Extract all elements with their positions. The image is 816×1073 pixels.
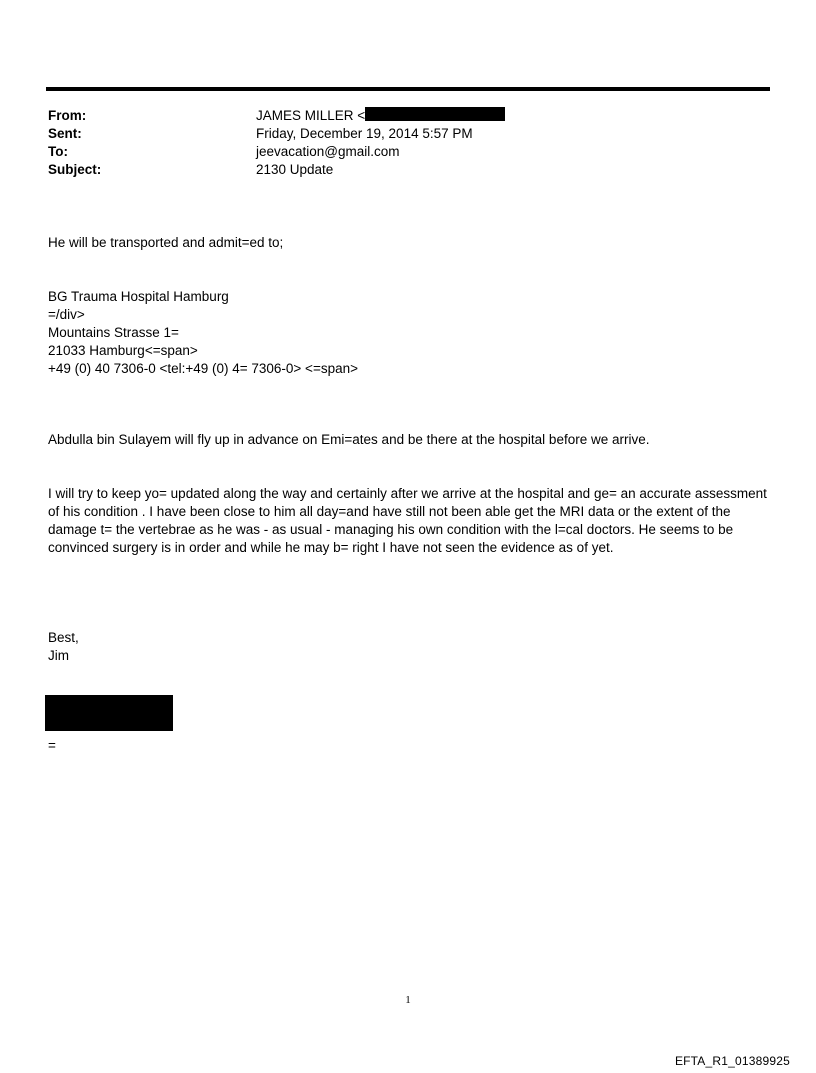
sent-value: Friday, December 19, 2014 5:57 PM	[256, 126, 473, 141]
address-line: +49 (0) 40 7306-0 <tel:+49 (0) 4= 7306-0> <=span>	[48, 361, 358, 376]
from-value	[256, 107, 748, 125]
sent-row	[48, 125, 748, 143]
address-line: BG Trauma Hospital Hamburg	[48, 289, 229, 304]
header-rule	[46, 87, 770, 91]
redaction-block	[45, 695, 173, 731]
from-name: JAMES MILLER <	[256, 108, 366, 123]
body-paragraph-1	[48, 431, 778, 449]
signature-name: Jim	[48, 648, 69, 663]
body-intro	[48, 234, 778, 252]
to-row	[48, 143, 748, 161]
from-row	[48, 107, 748, 125]
address-line: Mountains Strasse 1=	[48, 325, 179, 340]
trailing-text: =	[48, 738, 56, 753]
redaction-bar	[365, 107, 505, 121]
subject-value: 2130 Update	[256, 162, 334, 177]
address-line: 21033 Hamburg<=span>	[48, 343, 198, 358]
address-line: =/div>	[48, 307, 85, 322]
paragraph: Abdulla bin Sulayem will fly up in advance on Emi=ates and be there at the hospital before we arrive.	[48, 432, 650, 447]
paragraph: I will try to keep yo= updated along the way and certainly after we arrive at the hospital and ge= an accurate assessment of his condition . I have been close to him all day=and have still not been able get the MRI data or the extent of the damage t= the vertebrae as he was - as usual - managing his own condition with the l=cal doctors. He seems to be convinced surgery is in order and while he may b= right I have not seen the evidence as of yet.	[48, 486, 767, 555]
to-value: jeevacation@gmail.com	[256, 144, 400, 159]
subject-row	[48, 161, 748, 179]
intro-line: He will be transported and admit=ed to;	[48, 235, 284, 250]
to-label: To:	[48, 144, 68, 159]
document-id: EFTA_R1_01389925	[674, 1054, 790, 1068]
hospital-address	[48, 288, 778, 378]
page-number: 1	[405, 994, 411, 1006]
sent-label: Sent:	[48, 126, 82, 141]
signoff: Best,	[48, 630, 79, 645]
subject-label: Subject:	[48, 162, 102, 177]
body-paragraph-2	[48, 485, 778, 557]
from-label: From:	[48, 108, 87, 123]
email-header	[48, 107, 748, 179]
signature-block	[48, 629, 778, 665]
